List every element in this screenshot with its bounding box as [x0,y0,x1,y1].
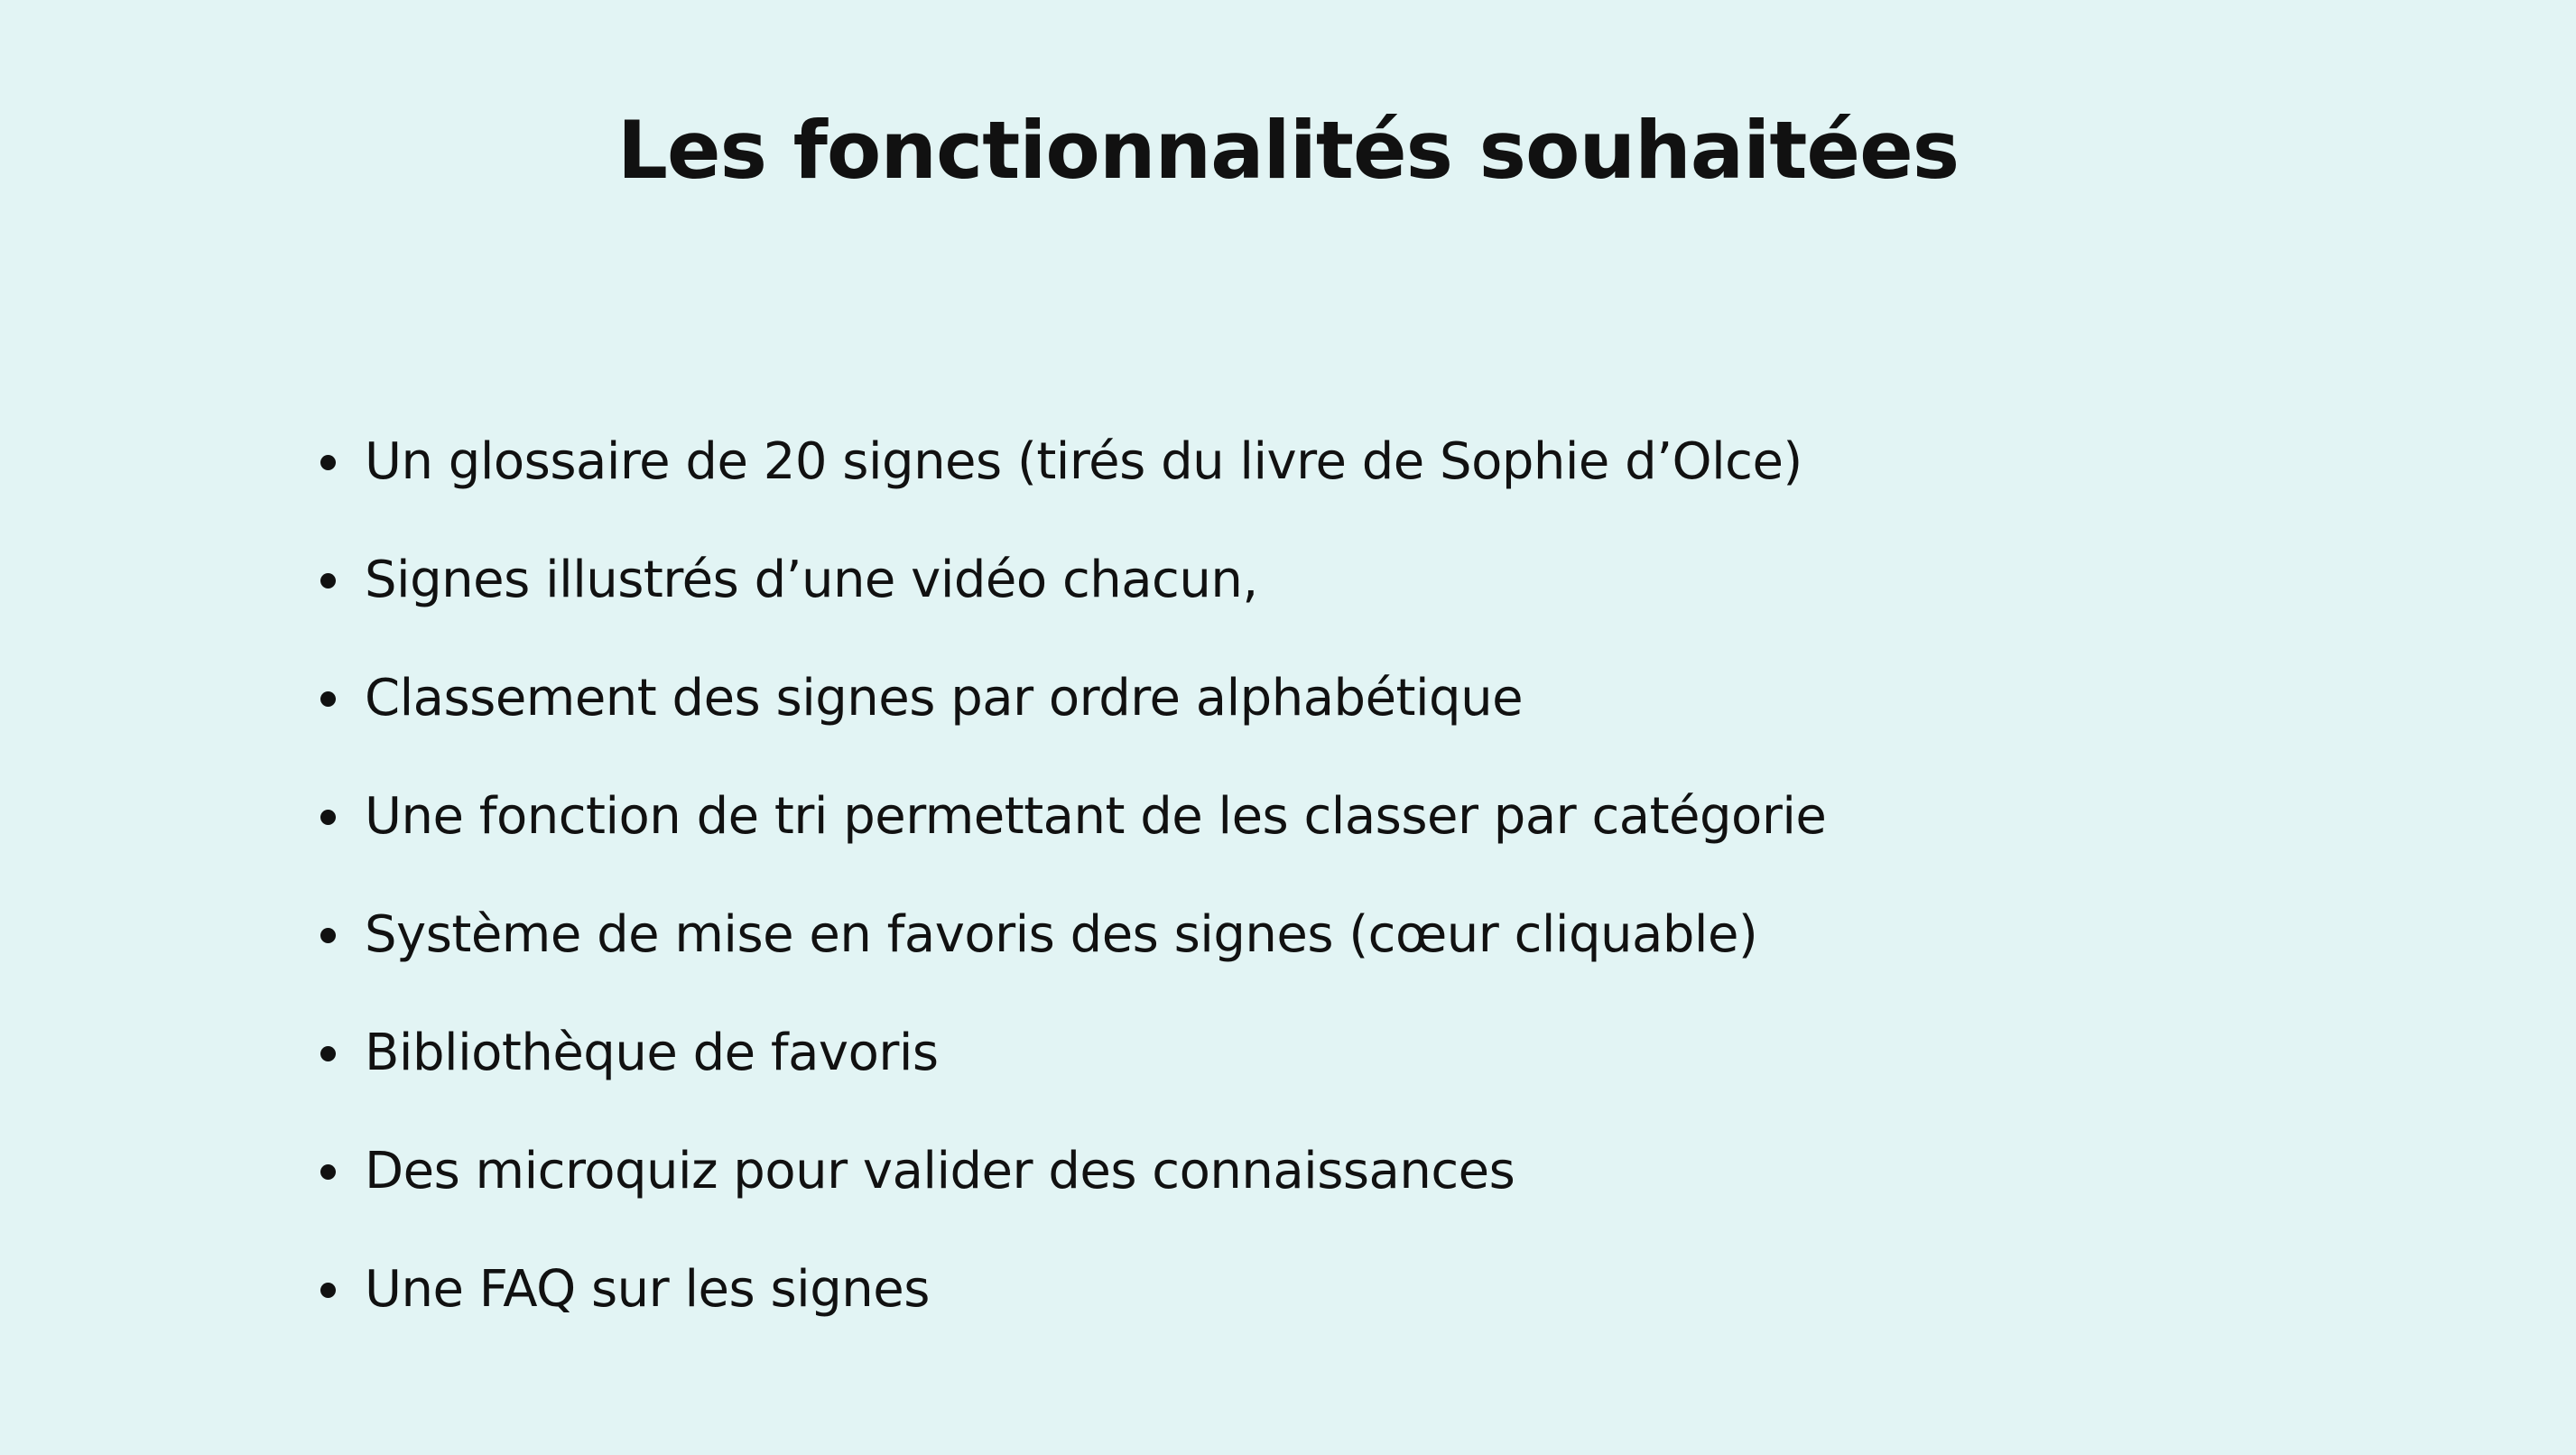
list-item [307,1135,1826,1254]
list-item [307,899,1826,1017]
list-item [307,426,1826,544]
feature-list [307,426,1826,1372]
list-item [307,781,1826,899]
bullet-dot-icon [320,455,336,470]
list-item [307,1254,1826,1372]
bullet-dot-icon [320,928,336,943]
list-item-text: Bibliothèque de favoris [365,1024,939,1082]
list-item [307,663,1826,781]
list-item-text: Une fonction de tri permettant de les classer par catégorie [365,787,1827,846]
list-item [307,544,1826,663]
list-item-text: Classement des signes par ordre alphabétique [365,669,1524,728]
list-item-text: Des microquiz pour valider des connaissances [365,1142,1515,1200]
bullet-dot-icon [320,1164,336,1180]
bullet-dot-icon [320,573,336,588]
list-item-text: Système de mise en favoris des signes (cœur cliquable) [365,905,1758,964]
bullet-dot-icon [320,691,336,707]
list-item-text: Une FAQ sur les signes [365,1260,930,1319]
bullet-dot-icon [320,1283,336,1298]
list-item-text: Signes illustrés d’une vidéo chacun, [365,551,1258,609]
bullet-dot-icon [320,1046,336,1061]
list-item-text: Un glossaire de 20 signes (tirés du livre de Sophie d’Olce) [365,432,1802,491]
slide-title: Les fonctionnalités souhaitées [616,104,1960,197]
bullet-dot-icon [320,810,336,825]
list-item [307,1017,1826,1135]
